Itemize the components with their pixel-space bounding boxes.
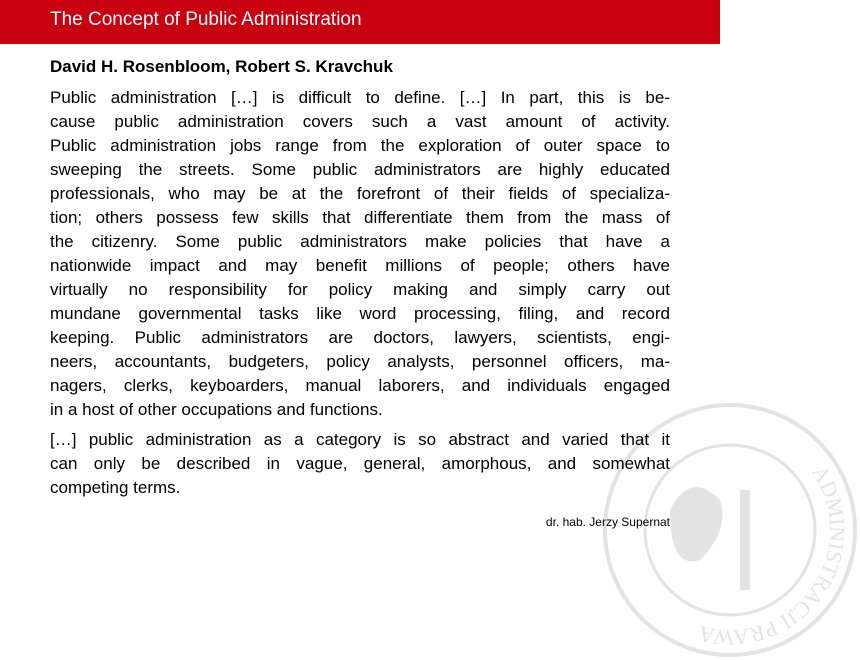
text-line: […] public administration as a category is so abstract and varied that it (50, 430, 670, 449)
author-heading: David H. Rosenbloom, Robert S. Kravchuk (50, 57, 393, 76)
text-line: sweeping the streets. Some public administrators are highly educated (50, 160, 670, 179)
text-line: Public administration jobs range from the exploration of outer space to (50, 136, 670, 155)
text-line: competing terms. (50, 478, 181, 497)
svg-text:ADMINISTRACJI PRAWA: ADMINISTRACJI PRAWA (696, 460, 851, 651)
text-line: nationwide impact and may benefit millions of people; others have (50, 256, 670, 275)
text-line: professionals, who may be at the forefront of their fields of specializa- (50, 184, 670, 203)
text-line: the citizenry. Some public administrators make policies that have a (50, 232, 670, 251)
text-line: tion; others possess few skills that differentiate them from the mass of (50, 208, 670, 227)
text-line: in a host of other occupations and functions. (50, 400, 383, 419)
paragraph-2 (50, 428, 670, 500)
text-line: mundane governmental tasks like word processing, filing, and record (50, 304, 670, 323)
text-line: virtually no responsibility for policy making and simply carry out (50, 280, 670, 299)
text-line: cause public administration covers such a vast amount of activity. (50, 112, 670, 131)
footer-author: dr. hab. Jerzy Supernat (545, 515, 670, 529)
text-line: neers, accountants, budgeters, policy analysts, personnel officers, ma- (50, 352, 670, 371)
header-bar (0, 0, 720, 44)
text-line: Public administration […] is difficult to define. […] In part, this is be- (50, 88, 670, 107)
text-line: keeping. Public administrators are doctors, lawyers, scientists, engi- (50, 328, 670, 347)
slide-title: The Concept of Public Administration (50, 9, 362, 30)
text-line: nagers, clerks, keyboarders, manual laborers, and individuals engaged (50, 376, 670, 395)
text-line: can only be described in vague, general, amorphous, and somewhat (50, 454, 670, 473)
paragraph-1 (50, 86, 670, 422)
